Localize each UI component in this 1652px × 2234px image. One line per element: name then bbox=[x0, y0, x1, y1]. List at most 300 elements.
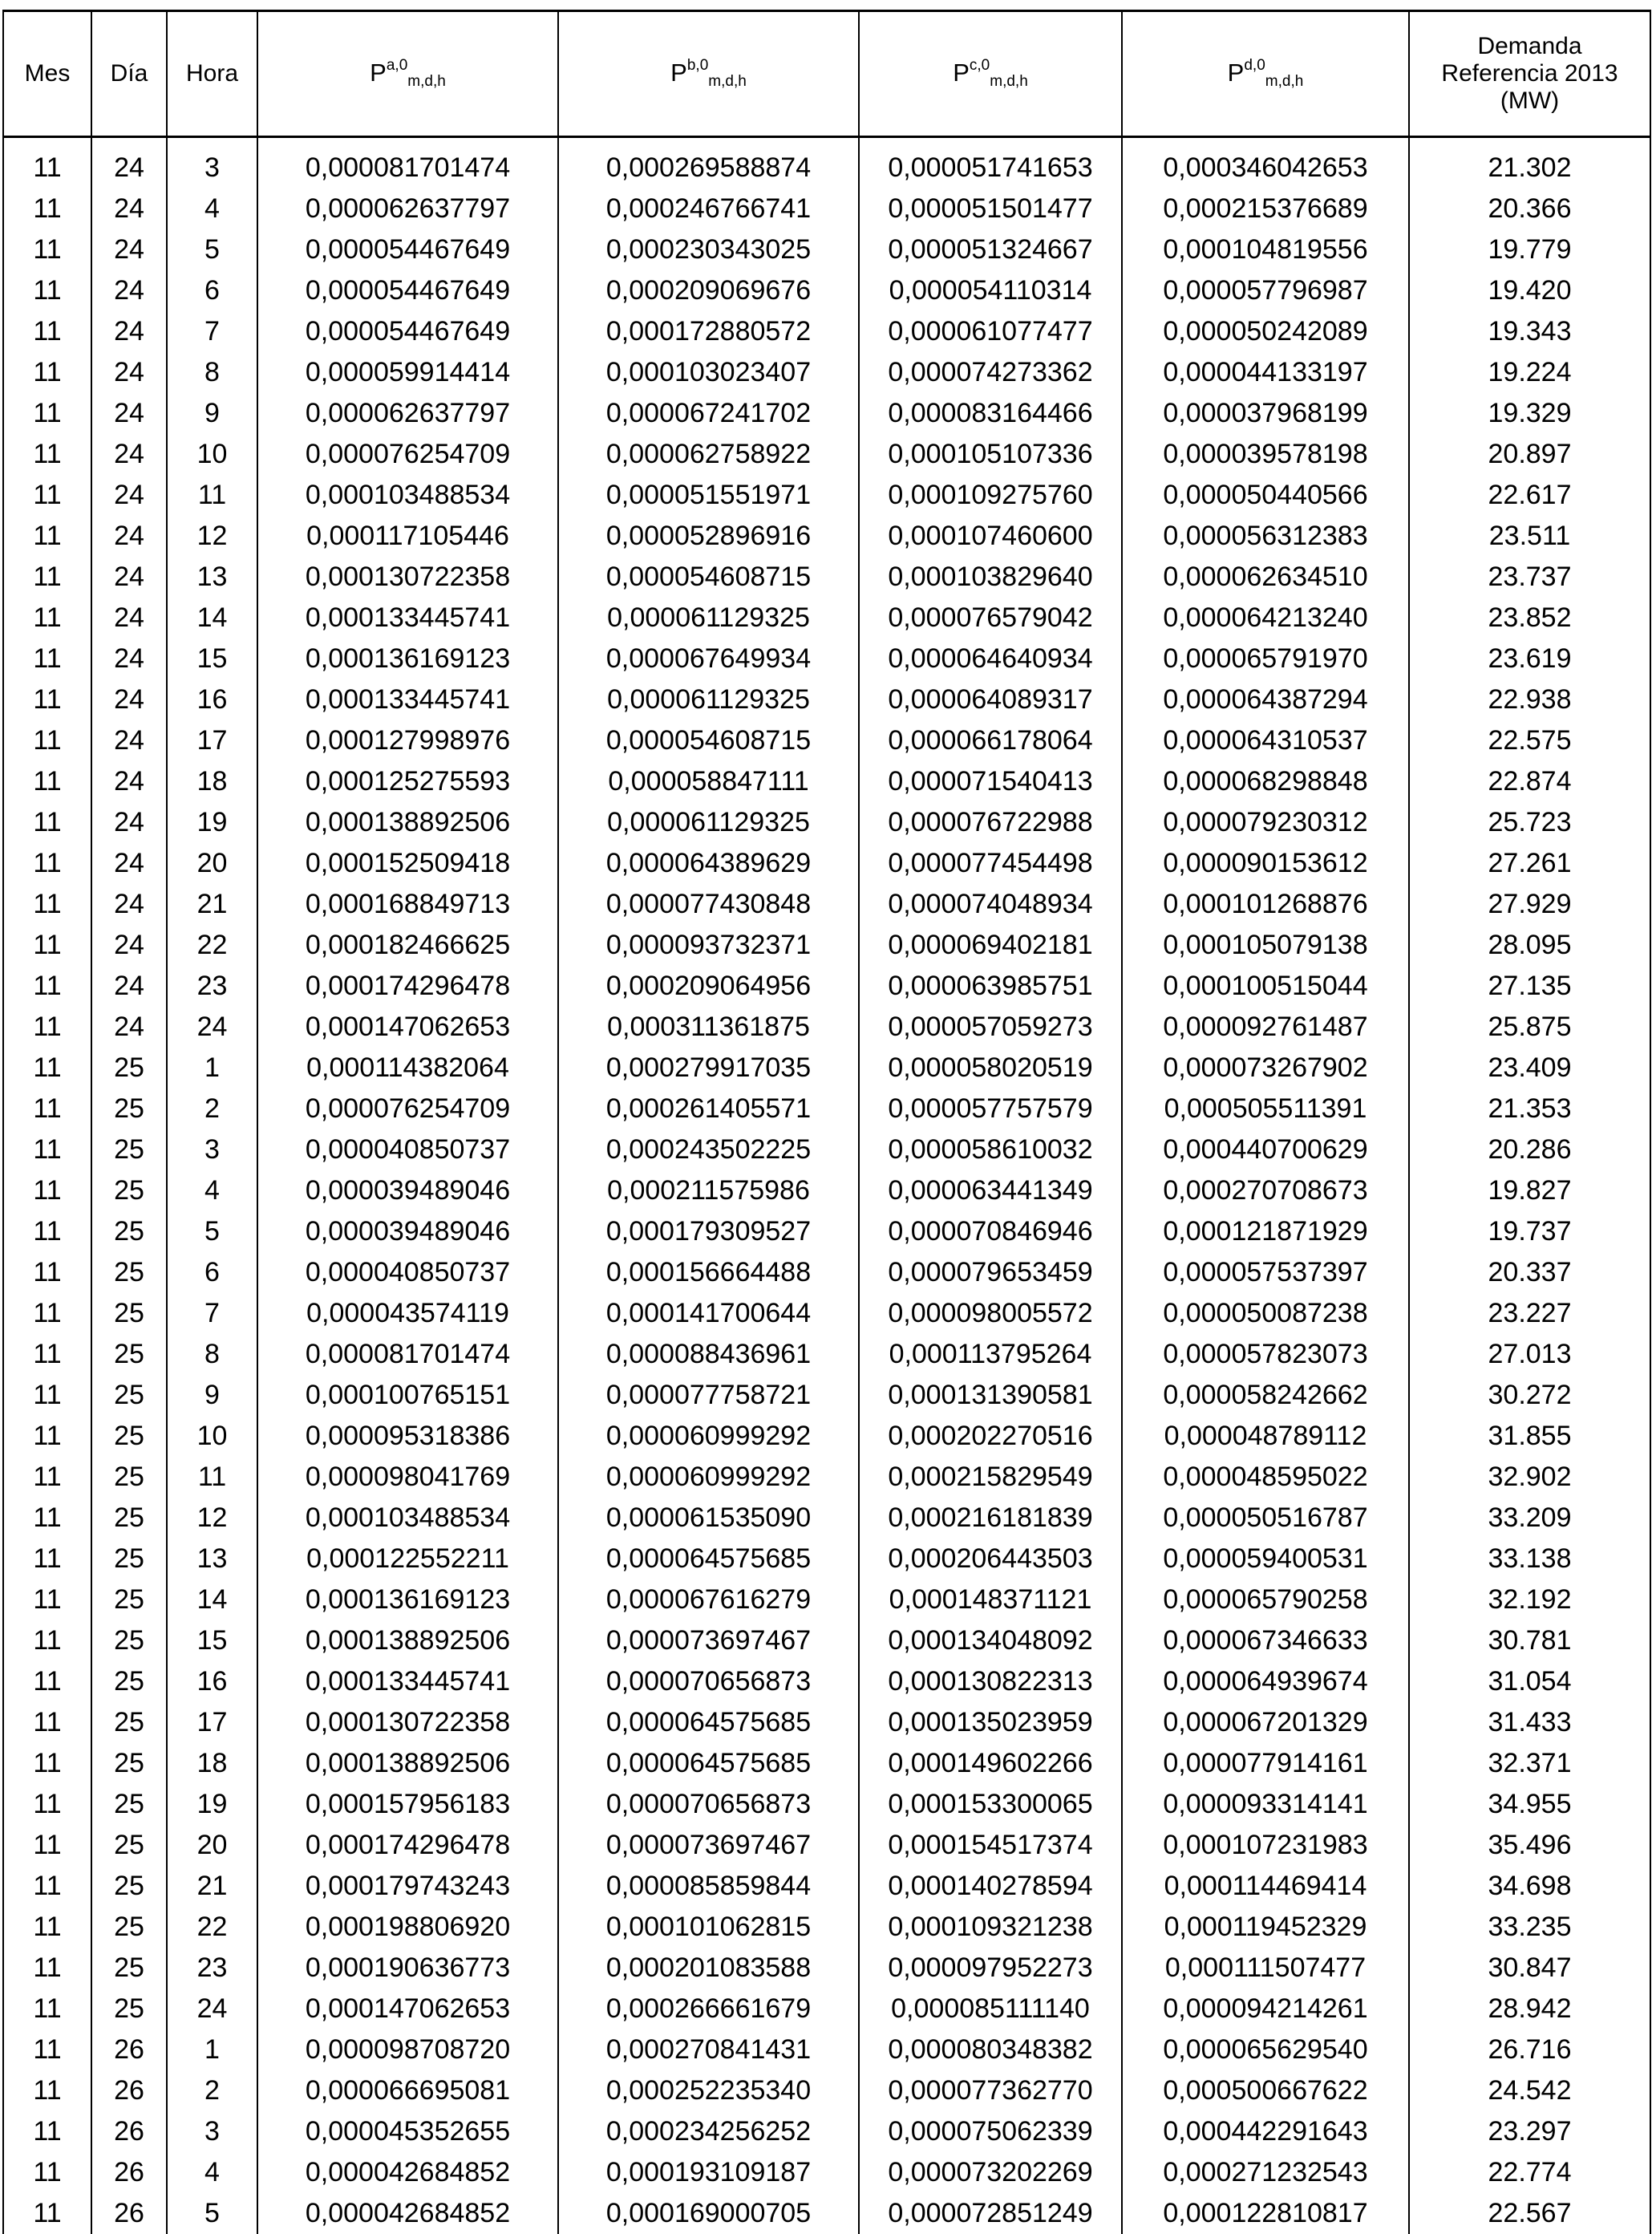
cell-pb: 0,000061129325 bbox=[558, 802, 859, 843]
cell-pc: 0,000074273362 bbox=[859, 352, 1122, 393]
cell-mes: 11 bbox=[3, 2152, 91, 2193]
cell-pa: 0,000152509418 bbox=[257, 843, 558, 884]
cell-mes: 11 bbox=[3, 1866, 91, 1907]
cell-dia: 25 bbox=[91, 1457, 167, 1498]
cell-mes: 11 bbox=[3, 761, 91, 802]
cell-pb: 0,000064575685 bbox=[558, 1702, 859, 1743]
cell-pc: 0,000097952273 bbox=[859, 1948, 1122, 1989]
cell-pa: 0,000138892506 bbox=[257, 1743, 558, 1784]
table-row bbox=[3, 189, 1650, 229]
cell-dia: 25 bbox=[91, 1907, 167, 1948]
cell-pc: 0,000107460600 bbox=[859, 516, 1122, 557]
cell-demanda: 20.897 bbox=[1409, 434, 1650, 475]
cell-dia: 25 bbox=[91, 1048, 167, 1089]
cell-pd: 0,000064939674 bbox=[1122, 1661, 1409, 1702]
cell-dia: 25 bbox=[91, 1211, 167, 1252]
cell-mes: 11 bbox=[3, 1539, 91, 1579]
cell-mes: 11 bbox=[3, 1825, 91, 1866]
cell-demanda: 27.013 bbox=[1409, 1334, 1650, 1375]
cell-demanda: 33.235 bbox=[1409, 1907, 1650, 1948]
cell-demanda: 35.496 bbox=[1409, 1825, 1650, 1866]
cell-dia: 24 bbox=[91, 925, 167, 966]
cell-pa: 0,000179743243 bbox=[257, 1866, 558, 1907]
cell-hora: 21 bbox=[167, 884, 257, 925]
cell-pa: 0,000138892506 bbox=[257, 802, 558, 843]
cell-hora: 24 bbox=[167, 1007, 257, 1048]
cell-pa: 0,000066695081 bbox=[257, 2070, 558, 2111]
cell-demanda: 33.209 bbox=[1409, 1498, 1650, 1539]
cell-demanda: 22.874 bbox=[1409, 761, 1650, 802]
table-row bbox=[3, 1948, 1650, 1989]
cell-pa: 0,000040850737 bbox=[257, 1252, 558, 1293]
cell-hora: 14 bbox=[167, 1579, 257, 1620]
cell-pc: 0,000057059273 bbox=[859, 1007, 1122, 1048]
header-pd bbox=[1122, 11, 1409, 137]
table-row bbox=[3, 679, 1650, 720]
cell-dia: 24 bbox=[91, 761, 167, 802]
cell-pa: 0,000117105446 bbox=[257, 516, 558, 557]
cell-pa: 0,000130722358 bbox=[257, 557, 558, 598]
table-row bbox=[3, 475, 1650, 516]
cell-hora: 17 bbox=[167, 1702, 257, 1743]
cell-mes: 11 bbox=[3, 843, 91, 884]
cell-pa: 0,000062637797 bbox=[257, 393, 558, 434]
table-row bbox=[3, 843, 1650, 884]
table-row bbox=[3, 1498, 1650, 1539]
cell-pb: 0,000169000705 bbox=[558, 2193, 859, 2234]
cell-pb: 0,000064575685 bbox=[558, 1743, 859, 1784]
cell-pd: 0,000064213240 bbox=[1122, 598, 1409, 639]
cell-mes: 11 bbox=[3, 1007, 91, 1048]
cell-pc: 0,000069402181 bbox=[859, 925, 1122, 966]
cell-pb: 0,000067616279 bbox=[558, 1579, 859, 1620]
cell-dia: 24 bbox=[91, 352, 167, 393]
header-pd-sub: m,d,h bbox=[1265, 73, 1304, 90]
cell-pa: 0,000043574119 bbox=[257, 1293, 558, 1334]
cell-pa: 0,000147062653 bbox=[257, 1007, 558, 1048]
header-demanda-line-1: Demanda bbox=[1410, 33, 1650, 60]
cell-mes: 11 bbox=[3, 1375, 91, 1416]
cell-pb: 0,000269588874 bbox=[558, 148, 859, 189]
cell-pc: 0,000149602266 bbox=[859, 1743, 1122, 1784]
cell-demanda: 19.779 bbox=[1409, 229, 1650, 270]
cell-dia: 24 bbox=[91, 802, 167, 843]
header-pc-base: P bbox=[953, 59, 970, 87]
cell-demanda: 19.827 bbox=[1409, 1170, 1650, 1211]
cell-demanda: 20.337 bbox=[1409, 1252, 1650, 1293]
cell-dia: 26 bbox=[91, 2193, 167, 2234]
cell-pd: 0,000048595022 bbox=[1122, 1457, 1409, 1498]
cell-pa: 0,000098041769 bbox=[257, 1457, 558, 1498]
cell-hora: 6 bbox=[167, 270, 257, 311]
cell-mes: 11 bbox=[3, 1579, 91, 1620]
cell-pc: 0,000070846946 bbox=[859, 1211, 1122, 1252]
cell-demanda: 22.938 bbox=[1409, 679, 1650, 720]
cell-mes: 11 bbox=[3, 2070, 91, 2111]
cell-hora: 6 bbox=[167, 1252, 257, 1293]
table-row bbox=[3, 966, 1650, 1007]
cell-pa: 0,000127998976 bbox=[257, 720, 558, 761]
cell-hora: 11 bbox=[167, 1457, 257, 1498]
cell-demanda: 32.371 bbox=[1409, 1743, 1650, 1784]
cell-hora: 4 bbox=[167, 2152, 257, 2193]
cell-mes: 11 bbox=[3, 189, 91, 229]
cell-mes: 11 bbox=[3, 229, 91, 270]
cell-demanda: 34.955 bbox=[1409, 1784, 1650, 1825]
cell-pb: 0,000073697467 bbox=[558, 1825, 859, 1866]
table-row bbox=[3, 1743, 1650, 1784]
cell-hora: 7 bbox=[167, 311, 257, 352]
cell-pd: 0,000065629540 bbox=[1122, 2029, 1409, 2070]
cell-pc: 0,000076722988 bbox=[859, 802, 1122, 843]
cell-pc: 0,000058020519 bbox=[859, 1048, 1122, 1089]
cell-pb: 0,000141700644 bbox=[558, 1293, 859, 1334]
cell-hora: 4 bbox=[167, 1170, 257, 1211]
cell-hora: 14 bbox=[167, 598, 257, 639]
cell-pb: 0,000067649934 bbox=[558, 639, 859, 679]
cell-demanda: 21.302 bbox=[1409, 148, 1650, 189]
cell-pd: 0,000271232543 bbox=[1122, 2152, 1409, 2193]
cell-demanda: 19.224 bbox=[1409, 352, 1650, 393]
cell-demanda: 20.286 bbox=[1409, 1129, 1650, 1170]
cell-pa: 0,000168849713 bbox=[257, 884, 558, 925]
cell-hora: 20 bbox=[167, 1825, 257, 1866]
cell-mes: 11 bbox=[3, 557, 91, 598]
cell-pd: 0,000067346633 bbox=[1122, 1620, 1409, 1661]
cell-hora: 1 bbox=[167, 1048, 257, 1089]
cell-demanda: 33.138 bbox=[1409, 1539, 1650, 1579]
cell-hora: 9 bbox=[167, 393, 257, 434]
cell-demanda: 31.433 bbox=[1409, 1702, 1650, 1743]
cell-pc: 0,000135023959 bbox=[859, 1702, 1122, 1743]
table-row bbox=[3, 884, 1650, 925]
header-hora bbox=[167, 11, 257, 137]
cell-pd: 0,000101268876 bbox=[1122, 884, 1409, 925]
header-hora-label: Hora bbox=[186, 60, 238, 87]
cell-pd: 0,000111507477 bbox=[1122, 1948, 1409, 1989]
header-pa-sub: m,d,h bbox=[407, 73, 446, 90]
cell-pa: 0,000039489046 bbox=[257, 1211, 558, 1252]
table-row bbox=[3, 720, 1650, 761]
cell-dia: 24 bbox=[91, 884, 167, 925]
cell-pc: 0,000063441349 bbox=[859, 1170, 1122, 1211]
cell-pb: 0,000266661679 bbox=[558, 1989, 859, 2029]
cell-pd: 0,000057796987 bbox=[1122, 270, 1409, 311]
cell-pc: 0,000098005572 bbox=[859, 1293, 1122, 1334]
cell-pa: 0,000076254709 bbox=[257, 434, 558, 475]
cell-mes: 11 bbox=[3, 639, 91, 679]
cell-demanda: 25.875 bbox=[1409, 1007, 1650, 1048]
table-row bbox=[3, 761, 1650, 802]
spacer-cell bbox=[558, 137, 859, 148]
cell-pc: 0,000063985751 bbox=[859, 966, 1122, 1007]
cell-pd: 0,000050516787 bbox=[1122, 1498, 1409, 1539]
cell-mes: 11 bbox=[3, 1293, 91, 1334]
cell-dia: 25 bbox=[91, 1416, 167, 1457]
cell-pc: 0,000071540413 bbox=[859, 761, 1122, 802]
cell-demanda: 32.902 bbox=[1409, 1457, 1650, 1498]
cell-demanda: 24.542 bbox=[1409, 2070, 1650, 2111]
cell-mes: 11 bbox=[3, 720, 91, 761]
cell-hora: 10 bbox=[167, 1416, 257, 1457]
cell-hora: 22 bbox=[167, 1907, 257, 1948]
cell-pd: 0,000039578198 bbox=[1122, 434, 1409, 475]
cell-pa: 0,000059914414 bbox=[257, 352, 558, 393]
cell-pc: 0,000134048092 bbox=[859, 1620, 1122, 1661]
cell-pa: 0,000182466625 bbox=[257, 925, 558, 966]
cell-pa: 0,000095318386 bbox=[257, 1416, 558, 1457]
cell-mes: 11 bbox=[3, 1784, 91, 1825]
cell-hora: 5 bbox=[167, 229, 257, 270]
cell-pd: 0,000270708673 bbox=[1122, 1170, 1409, 1211]
cell-pa: 0,000125275593 bbox=[257, 761, 558, 802]
spacer-cell bbox=[3, 137, 91, 148]
cell-dia: 26 bbox=[91, 2070, 167, 2111]
cell-mes: 11 bbox=[3, 679, 91, 720]
table-row bbox=[3, 270, 1650, 311]
cell-mes: 11 bbox=[3, 1170, 91, 1211]
cell-demanda: 26.716 bbox=[1409, 2029, 1650, 2070]
table-row bbox=[3, 1457, 1650, 1498]
cell-mes: 11 bbox=[3, 1211, 91, 1252]
spacer-cell bbox=[859, 137, 1122, 148]
table-row bbox=[3, 2029, 1650, 2070]
spacer-cell bbox=[91, 137, 167, 148]
cell-dia: 25 bbox=[91, 1375, 167, 1416]
cell-mes: 11 bbox=[3, 1948, 91, 1989]
cell-pd: 0,000050440566 bbox=[1122, 475, 1409, 516]
header-pc-sup: c,0 bbox=[970, 57, 990, 74]
cell-mes: 11 bbox=[3, 1334, 91, 1375]
cell-demanda: 32.192 bbox=[1409, 1579, 1650, 1620]
cell-hora: 13 bbox=[167, 557, 257, 598]
cell-hora: 22 bbox=[167, 925, 257, 966]
cell-pa: 0,000136169123 bbox=[257, 639, 558, 679]
cell-pa: 0,000039489046 bbox=[257, 1170, 558, 1211]
cell-demanda: 23.227 bbox=[1409, 1293, 1650, 1334]
table-row bbox=[3, 598, 1650, 639]
cell-pa: 0,000133445741 bbox=[257, 598, 558, 639]
cell-hora: 10 bbox=[167, 434, 257, 475]
cell-pd: 0,000079230312 bbox=[1122, 802, 1409, 843]
cell-mes: 11 bbox=[3, 1252, 91, 1293]
cell-pa: 0,000042684852 bbox=[257, 2193, 558, 2234]
table-row bbox=[3, 229, 1650, 270]
cell-demanda: 19.737 bbox=[1409, 1211, 1650, 1252]
cell-dia: 24 bbox=[91, 270, 167, 311]
cell-pc: 0,000215829549 bbox=[859, 1457, 1122, 1498]
cell-pc: 0,000076579042 bbox=[859, 598, 1122, 639]
spacer-cell bbox=[167, 137, 257, 148]
cell-pd: 0,000505511391 bbox=[1122, 1089, 1409, 1129]
header-pd-base: P bbox=[1228, 59, 1245, 87]
cell-pb: 0,000061129325 bbox=[558, 679, 859, 720]
demand-coefficients-table bbox=[2, 10, 1651, 2234]
header-demanda-line-2: Referencia 2013 bbox=[1410, 60, 1650, 87]
cell-hora: 21 bbox=[167, 1866, 257, 1907]
cell-demanda: 31.855 bbox=[1409, 1416, 1650, 1457]
cell-mes: 11 bbox=[3, 1743, 91, 1784]
header-pa bbox=[257, 11, 558, 137]
cell-mes: 11 bbox=[3, 434, 91, 475]
cell-dia: 25 bbox=[91, 1252, 167, 1293]
cell-pd: 0,000121871929 bbox=[1122, 1211, 1409, 1252]
cell-mes: 11 bbox=[3, 1048, 91, 1089]
table-row bbox=[3, 1907, 1650, 1948]
cell-pd: 0,000058242662 bbox=[1122, 1375, 1409, 1416]
cell-hora: 12 bbox=[167, 516, 257, 557]
header-demanda bbox=[1409, 11, 1650, 137]
cell-hora: 9 bbox=[167, 1375, 257, 1416]
cell-hora: 4 bbox=[167, 189, 257, 229]
spacer-cell bbox=[1409, 137, 1650, 148]
table-row bbox=[3, 1661, 1650, 1702]
cell-dia: 24 bbox=[91, 679, 167, 720]
cell-pd: 0,000092761487 bbox=[1122, 1007, 1409, 1048]
cell-pb: 0,000070656873 bbox=[558, 1661, 859, 1702]
cell-demanda: 28.095 bbox=[1409, 925, 1650, 966]
table-row bbox=[3, 639, 1650, 679]
cell-mes: 11 bbox=[3, 1129, 91, 1170]
cell-hora: 23 bbox=[167, 966, 257, 1007]
cell-pb: 0,000172880572 bbox=[558, 311, 859, 352]
cell-dia: 25 bbox=[91, 1989, 167, 2029]
cell-pc: 0,000064089317 bbox=[859, 679, 1122, 720]
cell-pd: 0,000037968199 bbox=[1122, 393, 1409, 434]
cell-dia: 24 bbox=[91, 720, 167, 761]
cell-pc: 0,000077362770 bbox=[859, 2070, 1122, 2111]
cell-pa: 0,000100765151 bbox=[257, 1375, 558, 1416]
cell-dia: 24 bbox=[91, 393, 167, 434]
cell-hora: 23 bbox=[167, 1948, 257, 1989]
cell-pb: 0,000077430848 bbox=[558, 884, 859, 925]
cell-pc: 0,000051741653 bbox=[859, 148, 1122, 189]
cell-hora: 3 bbox=[167, 148, 257, 189]
table-row bbox=[3, 1784, 1650, 1825]
cell-demanda: 31.054 bbox=[1409, 1661, 1650, 1702]
cell-pd: 0,000073267902 bbox=[1122, 1048, 1409, 1089]
cell-pb: 0,000064575685 bbox=[558, 1539, 859, 1579]
cell-hora: 19 bbox=[167, 1784, 257, 1825]
cell-dia: 25 bbox=[91, 1293, 167, 1334]
cell-dia: 24 bbox=[91, 557, 167, 598]
header-dia bbox=[91, 11, 167, 137]
cell-pd: 0,000500667622 bbox=[1122, 2070, 1409, 2111]
cell-pd: 0,000114469414 bbox=[1122, 1866, 1409, 1907]
cell-pb: 0,000234256252 bbox=[558, 2111, 859, 2152]
cell-pb: 0,000052896916 bbox=[558, 516, 859, 557]
cell-pd: 0,000122810817 bbox=[1122, 2193, 1409, 2234]
cell-dia: 25 bbox=[91, 1498, 167, 1539]
cell-pb: 0,000103023407 bbox=[558, 352, 859, 393]
cell-hora: 16 bbox=[167, 679, 257, 720]
cell-hora: 13 bbox=[167, 1539, 257, 1579]
cell-pc: 0,000057757579 bbox=[859, 1089, 1122, 1129]
cell-pc: 0,000051324667 bbox=[859, 229, 1122, 270]
cell-demanda: 23.737 bbox=[1409, 557, 1650, 598]
cell-pd: 0,000059400531 bbox=[1122, 1539, 1409, 1579]
cell-pc: 0,000153300065 bbox=[859, 1784, 1122, 1825]
cell-pc: 0,000075062339 bbox=[859, 2111, 1122, 2152]
cell-hora: 15 bbox=[167, 1620, 257, 1661]
cell-mes: 11 bbox=[3, 925, 91, 966]
cell-pc: 0,000103829640 bbox=[859, 557, 1122, 598]
cell-pb: 0,000051551971 bbox=[558, 475, 859, 516]
cell-pa: 0,000103488534 bbox=[257, 1498, 558, 1539]
table-row bbox=[3, 2193, 1650, 2234]
cell-demanda: 19.329 bbox=[1409, 393, 1650, 434]
cell-pd: 0,000064387294 bbox=[1122, 679, 1409, 720]
cell-mes: 11 bbox=[3, 1457, 91, 1498]
cell-pa: 0,000198806920 bbox=[257, 1907, 558, 1948]
cell-pb: 0,000179309527 bbox=[558, 1211, 859, 1252]
cell-pb: 0,000067241702 bbox=[558, 393, 859, 434]
table-row bbox=[3, 393, 1650, 434]
cell-dia: 24 bbox=[91, 434, 167, 475]
cell-dia: 25 bbox=[91, 1866, 167, 1907]
cell-demanda: 20.366 bbox=[1409, 189, 1650, 229]
cell-demanda: 23.409 bbox=[1409, 1048, 1650, 1089]
cell-pb: 0,000073697467 bbox=[558, 1620, 859, 1661]
cell-mes: 11 bbox=[3, 475, 91, 516]
table-row bbox=[3, 2070, 1650, 2111]
cell-demanda: 19.343 bbox=[1409, 311, 1650, 352]
cell-hora: 7 bbox=[167, 1293, 257, 1334]
cell-demanda: 34.698 bbox=[1409, 1866, 1650, 1907]
cell-pc: 0,000061077477 bbox=[859, 311, 1122, 352]
cell-dia: 24 bbox=[91, 966, 167, 1007]
cell-demanda: 19.420 bbox=[1409, 270, 1650, 311]
cell-pd: 0,000068298848 bbox=[1122, 761, 1409, 802]
table-row bbox=[3, 1825, 1650, 1866]
cell-pb: 0,000070656873 bbox=[558, 1784, 859, 1825]
cell-pa: 0,000054467649 bbox=[257, 311, 558, 352]
cell-demanda: 30.272 bbox=[1409, 1375, 1650, 1416]
cell-pb: 0,000061535090 bbox=[558, 1498, 859, 1539]
cell-pa: 0,000062637797 bbox=[257, 189, 558, 229]
cell-pc: 0,000202270516 bbox=[859, 1416, 1122, 1457]
table-row bbox=[3, 1007, 1650, 1048]
cell-pa: 0,000114382064 bbox=[257, 1048, 558, 1089]
header-mes-label: Mes bbox=[25, 60, 71, 87]
header-pb bbox=[558, 11, 859, 137]
table-row bbox=[3, 1170, 1650, 1211]
cell-pd: 0,000044133197 bbox=[1122, 352, 1409, 393]
header-dia-label: Día bbox=[111, 60, 148, 87]
cell-dia: 25 bbox=[91, 1948, 167, 1989]
table-row bbox=[3, 1048, 1650, 1089]
cell-pc: 0,000080348382 bbox=[859, 2029, 1122, 2070]
cell-mes: 11 bbox=[3, 1089, 91, 1129]
cell-pd: 0,000050087238 bbox=[1122, 1293, 1409, 1334]
cell-pb: 0,000062758922 bbox=[558, 434, 859, 475]
cell-hora: 15 bbox=[167, 639, 257, 679]
cell-hora: 16 bbox=[167, 1661, 257, 1702]
cell-pa: 0,000076254709 bbox=[257, 1089, 558, 1129]
cell-pc: 0,000148371121 bbox=[859, 1579, 1122, 1620]
cell-pa: 0,000133445741 bbox=[257, 1661, 558, 1702]
header-pa-sup: a,0 bbox=[387, 57, 407, 74]
header-pb-sup: b,0 bbox=[687, 57, 708, 74]
cell-pb: 0,000101062815 bbox=[558, 1907, 859, 1948]
table-row bbox=[3, 1334, 1650, 1375]
cell-pb: 0,000279917035 bbox=[558, 1048, 859, 1089]
cell-pc: 0,000140278594 bbox=[859, 1866, 1122, 1907]
cell-mes: 11 bbox=[3, 884, 91, 925]
cell-pb: 0,000193109187 bbox=[558, 2152, 859, 2193]
cell-demanda: 22.774 bbox=[1409, 2152, 1650, 2193]
cell-dia: 26 bbox=[91, 2029, 167, 2070]
